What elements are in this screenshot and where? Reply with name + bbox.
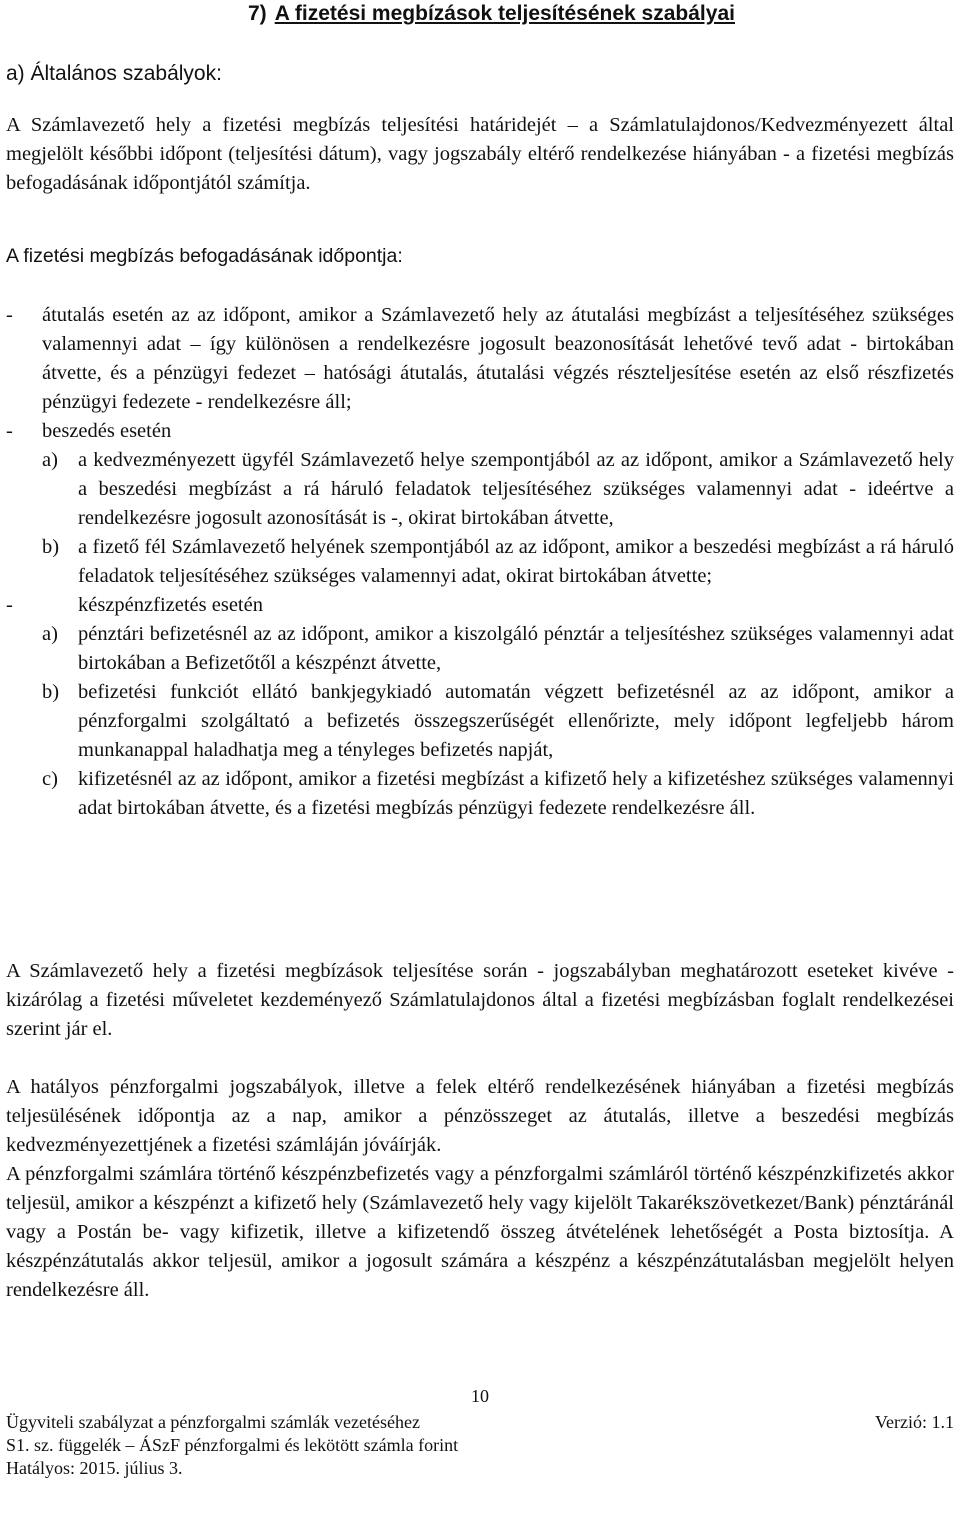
- sublist-item: [6, 446, 954, 533]
- sublist-item: [6, 533, 954, 591]
- list-item-collection: [6, 417, 954, 591]
- list-item-text: beszedés esetén: [42, 420, 172, 442]
- section-title: [248, 0, 735, 28]
- sublist-item: [6, 765, 954, 823]
- sublist-letter: b): [42, 536, 60, 558]
- page-footer: [6, 1411, 954, 1480]
- paragraph-deadline: A Számlavezető hely a fizetési megbízás teljesítési határidejét – a Számlatulajdonos/Kedvezményezett által megjelölt későbbi időpont (teljesítési dátum), vagy jogszabály eltérő rendelkezése hiányában - a fizetési megbízás befogadásának időpontjától számítja.: [6, 114, 954, 194]
- paragraph-acceptance-intro: A fizetési megbízás befogadásának időpontja:: [6, 245, 403, 267]
- sublist-letter: a): [42, 449, 58, 471]
- section-number: 7): [248, 2, 267, 25]
- list-dash: -: [6, 420, 13, 442]
- sublist-text: befizetési funkciót ellátó bankjegykiadó automatán végzett befizetésnél az az időpont, amikor a pénzforgalmi szolgáltató a befizetés összegszerűségét ellenőrizte, mely időpont legfeljebb három munkanappal haladhatja meg a tényleges befizetés napját,: [78, 681, 954, 761]
- collection-sublist: [42, 446, 954, 591]
- sublist-text: pénztári befizetésnél az az időpont, amikor a kiszolgáló pénztár a teljesítéshez szükséges valamennyi adat birtokában a Befizetőtől a készpénzt átvette,: [78, 623, 954, 674]
- footer-effective-date: Hatályos: 2015. július 3.: [6, 1458, 183, 1478]
- sublist-text: kifizetésnél az az időpont, amikor a fizetési megbízást a kifizető hely a kifizetéshez szükséges valamennyi adat birtokában átvette, és a fizetési megbízás pénzügyi fedezete rendelkezésre áll.: [78, 768, 954, 819]
- footer-appendix: S1. sz. függelék – ÁSzF pénzforgalmi és lekötött számla forint: [6, 1435, 459, 1455]
- subsection-title: a) Általános szabályok:: [6, 62, 222, 85]
- footer-version: Verzió: 1.1: [875, 1412, 954, 1432]
- page-number: 10: [471, 1386, 489, 1406]
- list-dash: -: [6, 594, 13, 616]
- list-item-text: készpénzfizetés esetén: [78, 594, 263, 616]
- paragraph-cash: A pénzforgalmi számlára történő készpénzbefizetés vagy a pénzforgalmi számláról történő készpénzkifizetés akkor teljesül, amikor a készpénzt a kifizető hely (Számlavezető hely vagy kijelölt Takarékszövetkezet/Bank) pénztáránál vagy a Postán be- vagy kifizetik, illetve a kifizetendő összeg átvételének lehetőségét a Posta biztosítja. A készpénzátutalás akkor teljesül, amikor a jogosult számára a készpénz a készpénzátutalásban megjelölt helyen rendelkezésre áll.: [6, 1163, 954, 1301]
- list-item-cash: [6, 591, 954, 823]
- list-item-transfer: [6, 301, 954, 417]
- cash-sublist: [42, 620, 954, 823]
- sublist-item: [6, 620, 954, 678]
- section-title-text: A fizetési megbízások teljesítésének szabályai: [274, 2, 735, 25]
- sublist-text: a kedvezményezett ügyfél Számlavezető helye szempontjából az az időpont, amikor a Számlavezető hely a beszedési megbízást a rá háruló feladatok teljesítéséhez szükséges valamennyi adat - ideértve a rendelkezésre jogosult azonosítását is -, okirat birtokában átvette,: [78, 449, 954, 529]
- acceptance-list: [6, 301, 954, 823]
- footer-document-title: Ügyviteli szabályzat a pénzforgalmi számlák vezetéséhez: [6, 1412, 420, 1432]
- paragraph-execution: A Számlavezető hely a fizetési megbízások teljesítése során - jogszabályban meghatározott eseteket kivéve - kizárólag a fizetési műveletet kezdeményező Számlatulajdonos által a fizetési megbízásban foglalt rendelkezései szerint jár el.: [6, 960, 954, 1040]
- sublist-letter: b): [42, 681, 60, 703]
- sublist-letter: c): [42, 768, 58, 790]
- sublist-item: [6, 678, 954, 765]
- list-dash: -: [6, 304, 13, 326]
- sublist-text: a fizető fél Számlavezető helyének szempontjából az az időpont, amikor a beszedési megbízást a rá háruló feladatok teljesítéséhez szükséges valamennyi adat, okirat birtokában átvette;: [78, 536, 954, 587]
- paragraph-completion-time: A hatályos pénzforgalmi jogszabályok, illetve a felek eltérő rendelkezésének hiányában a fizetési megbízás teljesülésének időpontja az a nap, amikor a pénzösszeget az átutalás, illetve a beszedési megbízás kedvezményezettjének a fizetési számláján jóváírják.: [6, 1076, 954, 1156]
- sublist-letter: a): [42, 623, 58, 645]
- list-item-text: átutalás esetén az az időpont, amikor a Számlavezető hely az átutalási megbízást a teljesítéséhez szükséges valamennyi adat – így különösen a rendelkezésre jogosult beazonosítását lehetővé tevő adat - birtokában átvette, és a pénzügyi fedezet – hatósági átutalás, átutalási végzés részteljesítése esetén az első részfizetés pénzügyi fedezete - rendelkezésre áll;: [42, 304, 954, 413]
